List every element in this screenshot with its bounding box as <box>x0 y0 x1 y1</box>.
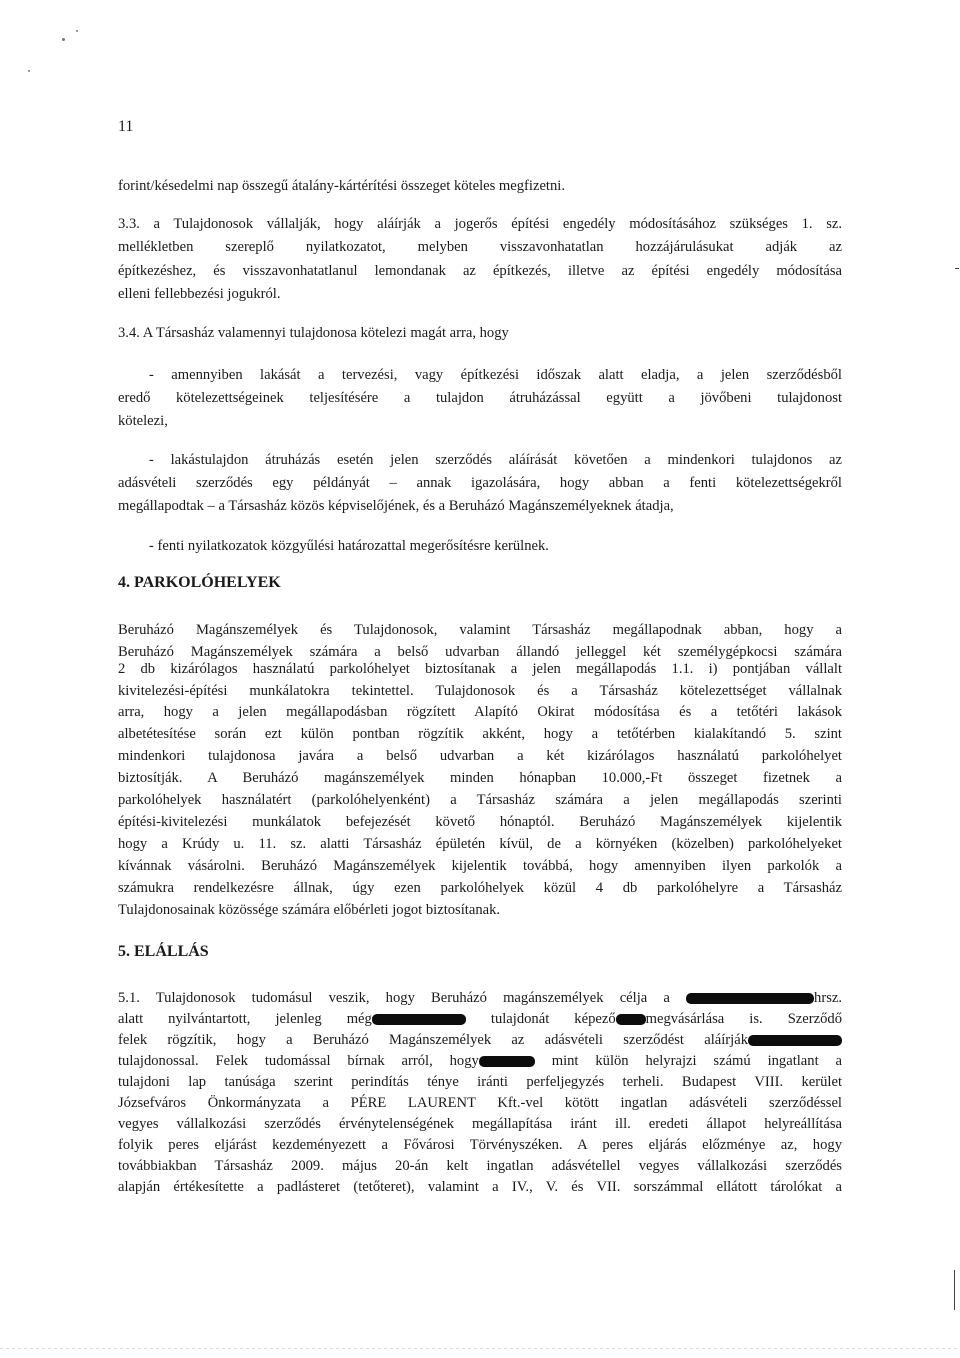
section-5-line3-text: felek rögzítik, hogy a Beruházó Magánszemélyek az adásvételi szerződést aláírják <box>118 1032 748 1048</box>
scan-speck <box>76 30 78 32</box>
section-3-4-item2-line: adásvételi szerződés egy példányát – annak igazolására, hogy abban a fenti kötelezettségekről <box>118 475 842 491</box>
section-5-line <box>118 987 842 1009</box>
section-4-line: parkolóhelyek használatért (parkolóhelyenként) a Társasház számára a jelen megállapodás szerinti <box>118 792 842 808</box>
section-3-3-line: elleni fellebbezési jogukról. <box>118 286 281 302</box>
section-4-line: kívánnak vásárolni. Beruházó Magánszemélyek kijelentik továbbá, hogy amennyiben ilyen parkolók a <box>118 858 842 874</box>
section-3-4-item2-line: - lakástulajdon átruházás esetén jelen szerződés aláírását követően a mindenkori tulajdonos az <box>149 452 842 468</box>
scan-speck <box>62 38 65 41</box>
section-3-3-line: mellékletben szereplő nyilatkozatot, melyben visszavonhatatlan hozzájárulásukat adják az <box>118 239 842 255</box>
section-5-line1-text: 5.1. Tulajdonosok tudomásul veszik, hogy Beruházó magánszemélyek célja a <box>118 990 670 1006</box>
intro-line: forint/késedelmi nap összegű átalány-kártérítési összeget köteles megfizetni. <box>118 178 565 194</box>
section-3-4-item2-line: megállapodtak – a Társasház közös képviselőjének, és a Beruházó Magánszemélyeknek átadja, <box>118 498 674 514</box>
section-5-line: továbbiakban Társasház 2009. május 20-án kelt ingatlan adásvétellel vegyes vállalkozási szerződés <box>118 1158 842 1174</box>
section-5-line4-text: tulajdonossal. Felek tudomással bírnak arról, hogy <box>118 1053 479 1069</box>
section-4-line: kivitelezési-építési munkálatokra tekintettel. Tulajdonosok és a Társasház kötelezettséget vállalnak <box>118 683 842 699</box>
section-4-heading: 4. PARKOLÓHELYEK <box>118 574 281 591</box>
section-3-4-item3: - fenti nyilatkozatok közgyűlési határozattal megerősítésre kerülnek. <box>149 538 549 554</box>
redaction-bar <box>686 993 814 1004</box>
section-4-line: számukra rendelkezésre állnak, úgy ezen parkolóhelyek közül 4 db parkolóhelyre a Társasház <box>118 880 842 896</box>
section-4-line: mindenkori tulajdonosa javára a belső udvarban a két kizárólagos használatú parkolóhelyet <box>118 748 842 764</box>
section-5-line: folyik peres eljárást kezdeményezett a Fővárosi Törvényszéken. A peres eljárás előzménye az, hogy <box>118 1137 842 1153</box>
section-5-line <box>118 1008 842 1030</box>
section-3-3-line: építkezéshez, és visszavonhatatlanul lemondanak az építkezés, illetve az építési engedély módosítása <box>118 263 842 279</box>
redaction-bar <box>748 1035 842 1046</box>
section-4-line: arra, hogy a jelen megállapodásban rögzített Alapító Okirat módosítása és a tetőtéri lakások <box>118 704 842 720</box>
section-5-line4-end: mint külön helyrajzi számú ingatlant a <box>551 1053 842 1069</box>
scan-speck <box>28 70 30 72</box>
section-4-line: 2 db kizárólagos használatú parkolóhelyet biztosítanak a jelen megállapodás 1.1. i) pontjában vállalt <box>118 661 842 677</box>
section-3-4-item1-line: kötelezi, <box>118 413 168 429</box>
section-3-4-intro: 3.4. A Társasház valamennyi tulajdonosa kötelezi magát arra, hogy <box>118 325 509 341</box>
section-5-heading: 5. ELÁLLÁS <box>118 943 209 960</box>
scan-edge-mark <box>955 268 959 269</box>
scan-bottom-edge <box>0 1348 960 1349</box>
section-5-line <box>118 1029 842 1051</box>
section-4-line: Tulajdonosainak közössége számára előbérleti jogot biztosítanak. <box>118 902 501 918</box>
page-number: 11 <box>118 118 134 135</box>
section-4-line: Beruházó Magánszemélyek számára a belső udvarban állandó jelleggel két személygépkocsi számára <box>118 644 842 660</box>
section-4-line: hogy a Krúdy u. 11. sz. alatti Társasház épületén kívül, de a környéken (közelben) parkolóhelyeket <box>118 836 842 852</box>
section-5-line2-end: megvásárlása is. Szerződő <box>645 1011 842 1027</box>
section-5-line: tulajdoni lap tanúsága szerint perindítás ténye iránti perfeljegyzés terheli. Budapest VIII. kerület <box>118 1074 842 1090</box>
section-5-line2-text: alatt nyilvántartott, jelenleg még <box>118 1011 372 1027</box>
section-4-line: albetétesítése során ezt külön pontban rögzítik akként, hogy a tetőtérben kialakítandó 5. szint <box>118 726 842 742</box>
section-5-line: Józsefváros Önkormányzata a PÉRE LAURENT Kft.-vel kötött ingatlan adásvételi szerződéssel <box>118 1095 842 1111</box>
section-4-line: építési-kivitelezési munkálatok befejezését követő hónaptól. Beruházó Magánszemélyek kijelentik <box>118 814 842 830</box>
redaction-bar <box>616 1014 646 1025</box>
section-5-line1-end: hrsz. <box>814 990 842 1006</box>
section-3-4-item1-line: - amennyiben lakását a tervezési, vagy építkezési időszak alatt eladja, a jelen szerződésből <box>149 367 842 383</box>
section-3-3-line: 3.3. a Tulajdonosok vállalják, hogy aláírják a jogerős építési engedély módosításához szükséges 1. sz. <box>118 216 842 232</box>
redaction-bar <box>479 1056 535 1067</box>
section-3-4-item1-line: eredő kötelezettségeinek teljesítésére a tulajdon átruházással együtt a jövőbeni tulajdonost <box>118 390 842 406</box>
section-5-line: vegyes vállalkozási szerződés érvénytelenségének megállapítása iránt ill. eredeti állapot helyreállítása <box>118 1116 842 1132</box>
section-5-line <box>118 1050 842 1072</box>
section-4-line: Beruházó Magánszemélyek és Tulajdonosok, valamint Társasház megállapodnak abban, hogy a <box>118 622 842 638</box>
redaction-bar <box>372 1014 466 1025</box>
section-4-line: biztosítják. A Beruházó magánszemélyek minden hónapban 10.000,-Ft összeget fizetnek a <box>118 770 842 786</box>
section-5-line: alapján értékesítette a padlásteret (tetőteret), valamint a IV., V. és VII. sorszámmal ellátott tárolókat a <box>118 1179 842 1195</box>
section-5-line2-mid: tulajdonát képező <box>490 1011 616 1027</box>
scan-edge-mark <box>954 1270 955 1310</box>
